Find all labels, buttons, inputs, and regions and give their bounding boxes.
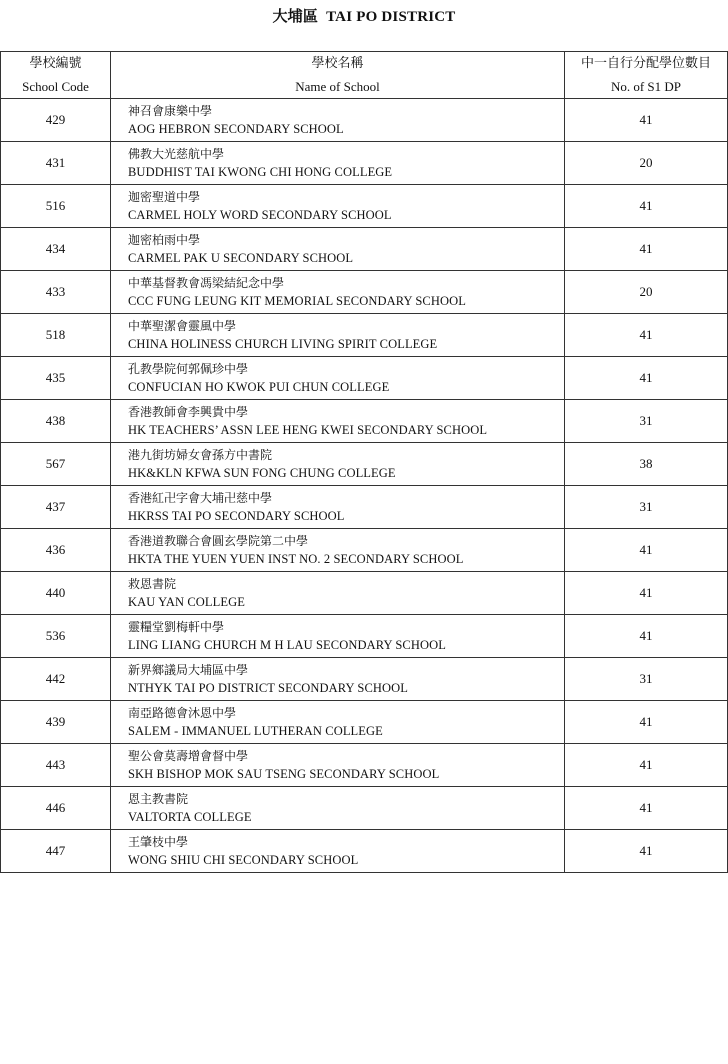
table-row bbox=[1, 572, 728, 615]
s1-dp-cell: 41 bbox=[565, 701, 728, 744]
s1-dp-cell: 41 bbox=[565, 830, 728, 873]
school-name-cell bbox=[111, 228, 565, 271]
school-name-en: SALEM - IMMANUEL LUTHERAN COLLEGE bbox=[128, 724, 383, 738]
header-school-code-zh: 學校編號 bbox=[29, 56, 82, 71]
school-name-zh: 香港紅卍字會大埔卍慈中學 bbox=[128, 491, 273, 505]
school-name-zh: 救恩書院 bbox=[128, 577, 177, 591]
school-name-cell bbox=[111, 529, 565, 572]
school-name-en: CARMEL PAK U SECONDARY SCHOOL bbox=[128, 251, 354, 265]
s1-dp-cell: 41 bbox=[565, 529, 728, 572]
school-name-zh: 港九街坊婦女會孫方中書院 bbox=[128, 448, 273, 462]
school-name-zh: 香港教師會李興貴中學 bbox=[128, 405, 249, 419]
s1-dp-cell: 41 bbox=[565, 99, 728, 142]
s1-dp-cell: 20 bbox=[565, 271, 728, 314]
s1-dp-cell: 41 bbox=[565, 744, 728, 787]
school-name-zh: 恩主教書院 bbox=[128, 792, 189, 806]
school-name-zh: 迦密柏雨中學 bbox=[128, 233, 201, 247]
school-name-cell bbox=[111, 99, 565, 142]
school-name-cell bbox=[111, 357, 565, 400]
s1-dp-cell: 31 bbox=[565, 658, 728, 701]
school-name-en: CHINA HOLINESS CHURCH LIVING SPIRIT COLLEGE bbox=[128, 337, 438, 351]
school-code-cell: 516 bbox=[1, 185, 111, 228]
s1-dp-cell: 41 bbox=[565, 615, 728, 658]
s1-dp-cell: 41 bbox=[565, 185, 728, 228]
header-s1-dp bbox=[565, 52, 728, 99]
header-school-code-en: School Code bbox=[22, 79, 89, 94]
school-name-zh: 新界鄉議局大埔區中學 bbox=[128, 663, 249, 677]
school-name-en: SKH BISHOP MOK SAU TSENG SECONDARY SCHOOL bbox=[128, 767, 440, 781]
table-row bbox=[1, 787, 728, 830]
table-row bbox=[1, 185, 728, 228]
school-code-cell: 518 bbox=[1, 314, 111, 357]
school-name-en: HKRSS TAI PO SECONDARY SCHOOL bbox=[128, 509, 345, 523]
table-row bbox=[1, 443, 728, 486]
s1-dp-cell: 41 bbox=[565, 228, 728, 271]
school-name-en: HKTA THE YUEN YUEN INST NO. 2 SECONDARY SCHOOL bbox=[128, 552, 464, 566]
school-code-cell: 439 bbox=[1, 701, 111, 744]
table-row bbox=[1, 658, 728, 701]
table-header bbox=[1, 52, 728, 99]
school-name-cell bbox=[111, 185, 565, 228]
school-name-cell bbox=[111, 142, 565, 185]
page-title bbox=[0, 5, 728, 26]
school-table bbox=[0, 51, 728, 873]
school-name-cell bbox=[111, 443, 565, 486]
school-name-en: HK TEACHERS’ ASSN LEE HENG KWEI SECONDARY SCHOOL bbox=[128, 423, 488, 437]
table-body bbox=[1, 99, 728, 873]
school-name-zh: 神召會康樂中學 bbox=[128, 104, 213, 118]
table-row bbox=[1, 142, 728, 185]
s1-dp-cell: 31 bbox=[565, 400, 728, 443]
school-name-cell bbox=[111, 830, 565, 873]
school-name-en: WONG SHIU CHI SECONDARY SCHOOL bbox=[128, 853, 359, 867]
s1-dp-cell: 38 bbox=[565, 443, 728, 486]
s1-dp-cell: 41 bbox=[565, 572, 728, 615]
header-school-code bbox=[1, 52, 111, 99]
school-code-cell: 437 bbox=[1, 486, 111, 529]
school-name-en: CCC FUNG LEUNG KIT MEMORIAL SECONDARY SCHOOL bbox=[128, 294, 466, 308]
table-row bbox=[1, 744, 728, 787]
school-name-en: AOG HEBRON SECONDARY SCHOOL bbox=[128, 122, 344, 136]
school-name-en: CARMEL HOLY WORD SECONDARY SCHOOL bbox=[128, 208, 392, 222]
school-name-zh: 迦密聖道中學 bbox=[128, 190, 201, 204]
school-name-cell bbox=[111, 314, 565, 357]
header-s1-dp-en: No. of S1 DP bbox=[610, 79, 682, 94]
header-school-name-en: Name of School bbox=[295, 79, 380, 94]
school-name-zh: 佛教大光慈航中學 bbox=[128, 147, 225, 161]
school-name-en: NTHYK TAI PO DISTRICT SECONDARY SCHOOL bbox=[128, 681, 409, 695]
school-code-cell: 447 bbox=[1, 830, 111, 873]
table-row bbox=[1, 400, 728, 443]
school-name-cell bbox=[111, 271, 565, 314]
school-code-cell: 429 bbox=[1, 99, 111, 142]
school-code-cell: 442 bbox=[1, 658, 111, 701]
table-row bbox=[1, 314, 728, 357]
school-name-en: KAU YAN COLLEGE bbox=[128, 595, 245, 609]
school-name-en: HK&KLN KFWA SUN FONG CHUNG COLLEGE bbox=[128, 466, 396, 480]
s1-dp-cell: 41 bbox=[565, 357, 728, 400]
school-name-en: CONFUCIAN HO KWOK PUI CHUN COLLEGE bbox=[128, 380, 390, 394]
school-code-cell: 435 bbox=[1, 357, 111, 400]
school-name-cell bbox=[111, 615, 565, 658]
school-name-cell bbox=[111, 658, 565, 701]
s1-dp-cell: 41 bbox=[565, 787, 728, 830]
page-title-en: TAI PO DISTRICT bbox=[326, 9, 456, 25]
s1-dp-cell: 31 bbox=[565, 486, 728, 529]
school-name-cell bbox=[111, 744, 565, 787]
s1-dp-cell: 20 bbox=[565, 142, 728, 185]
school-name-zh: 南亞路德會沐恩中學 bbox=[128, 706, 237, 720]
table-row bbox=[1, 701, 728, 744]
school-name-cell bbox=[111, 400, 565, 443]
school-name-en: LING LIANG CHURCH M H LAU SECONDARY SCHOOL bbox=[128, 638, 446, 652]
school-name-en: BUDDHIST TAI KWONG CHI HONG COLLEGE bbox=[128, 165, 393, 179]
school-code-cell: 567 bbox=[1, 443, 111, 486]
school-code-cell: 440 bbox=[1, 572, 111, 615]
header-s1-dp-zh: 中一自行分配學位數目 bbox=[580, 56, 711, 71]
school-code-cell: 431 bbox=[1, 142, 111, 185]
school-name-en: VALTORTA COLLEGE bbox=[128, 810, 252, 824]
table-row bbox=[1, 99, 728, 142]
school-code-cell: 438 bbox=[1, 400, 111, 443]
page-title-zh: 大埔區 bbox=[272, 7, 319, 25]
school-name-zh: 靈糧堂劉梅軒中學 bbox=[128, 620, 225, 634]
school-name-zh: 中華聖潔會靈風中學 bbox=[128, 319, 237, 333]
school-name-cell bbox=[111, 787, 565, 830]
school-code-cell: 436 bbox=[1, 529, 111, 572]
table-row bbox=[1, 486, 728, 529]
table-row bbox=[1, 228, 728, 271]
school-name-cell bbox=[111, 572, 565, 615]
school-code-cell: 536 bbox=[1, 615, 111, 658]
school-code-cell: 434 bbox=[1, 228, 111, 271]
header-school-name-zh: 學校名稱 bbox=[311, 56, 364, 71]
table-row bbox=[1, 529, 728, 572]
school-name-zh: 孔教學院何郭佩珍中學 bbox=[128, 362, 249, 376]
school-name-cell bbox=[111, 701, 565, 744]
school-name-cell bbox=[111, 486, 565, 529]
table-row bbox=[1, 271, 728, 314]
table-row bbox=[1, 357, 728, 400]
school-code-cell: 443 bbox=[1, 744, 111, 787]
s1-dp-cell: 41 bbox=[565, 314, 728, 357]
school-name-zh: 聖公會莫壽增會督中學 bbox=[128, 749, 249, 763]
table-row bbox=[1, 615, 728, 658]
school-name-zh: 王肇枝中學 bbox=[128, 835, 189, 849]
school-code-cell: 433 bbox=[1, 271, 111, 314]
school-code-cell: 446 bbox=[1, 787, 111, 830]
school-name-zh: 中華基督教會馮梁結紀念中學 bbox=[128, 276, 285, 290]
header-school-name bbox=[111, 52, 565, 99]
table-row bbox=[1, 830, 728, 873]
school-name-zh: 香港道教聯合會圓玄學院第二中學 bbox=[128, 534, 309, 548]
